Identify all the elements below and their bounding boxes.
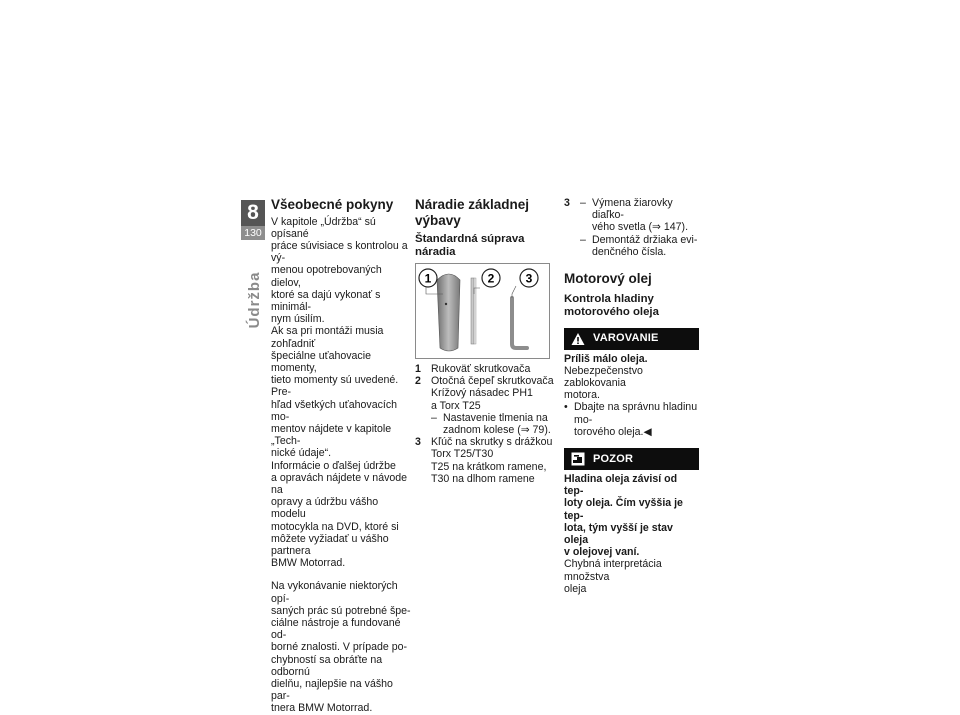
para-torque: Ak sa pri montáži musia zohľadniť špeciálne uťahovacie momenty, tieto momenty sú uvedené. Pre- hľad všetkých uťahovacích mo- mentov nájdete v kapitole „Tech- nické údaje“. xyxy=(271,325,399,460)
tool-item-3: 3 Kľúč na skrutky s drážkou Torx T25/T30 T25 na krátkom ramene, T30 na dlhom ramene xyxy=(415,436,553,485)
callout-3: 3 xyxy=(525,271,533,286)
para-special-tools: Na vykonávanie niektorých opí- saných prác sú potrebné špe- ciálne nástroje a fundované od- borné znalosti. V prípade po- chybností sa obráťte na odbornú dielňu, najlepšie na vášho par- tnera BMW Motorrad. xyxy=(271,580,411,715)
warning-title: Príliš málo oleja. xyxy=(564,352,648,365)
screwdriver-handle-shape xyxy=(437,274,460,351)
heading-toolkit: Náradie základnej výbavy xyxy=(415,197,530,228)
caution-label: POZOR xyxy=(593,452,634,465)
callout-2: 2 xyxy=(487,271,495,286)
tool-item-2: 2 Otočná čepeľ skrutkovača Krížový násadec PH1 a Torx T25 – Nastavenie tlmenia na zadnom kolese (⇒ 79). xyxy=(415,375,554,437)
chapter-title: Údržba xyxy=(246,271,263,329)
tool-item-1: 1 Rukoväť skrutkovača xyxy=(415,363,531,375)
subheading-standard-kit: Štandardná súprava náradia xyxy=(415,233,525,258)
torx-key-shape xyxy=(512,298,527,348)
hand-caution-icon xyxy=(571,452,585,466)
para-more-info: Informácie o ďalšej údržbe a opravách nájdete v návode na opravy a údržbu vášho modelu motocykla na DVD, ktoré si môžete vyžiadať u vášho partnera BMW Motorrad. xyxy=(271,459,408,570)
callout-1: 1 xyxy=(424,271,432,286)
caution-title: Hladina oleja závisí od tep- loty oleja. Čím vyššia je tep- lota, tým vyšší je stav oleja v olejovej vaní. xyxy=(564,472,683,559)
tool-item-2-usage: – Nastavenie tlmenia na zadnom kolese (⇒ 79). xyxy=(431,411,551,437)
chapter-number: 8 xyxy=(241,200,265,226)
heading-engine-oil: Motorový olej xyxy=(564,271,652,287)
warning-bar xyxy=(564,328,699,350)
page-number: 130 xyxy=(241,226,265,240)
heading-general-notes: Všeobecné pokyny xyxy=(271,197,394,212)
column-oil xyxy=(564,197,699,595)
warning-bullet: • Dbajte na správnu hladinu mo- torového oleja.◀ xyxy=(564,401,698,438)
tool-item-3-continued: 3 – Výmena žiarovky diaľko- vého svetla (⇒ 147). – Demontáž držiaka evi- denčného čísla. xyxy=(564,197,698,258)
warning-triangle-icon xyxy=(571,332,585,346)
caution-bar xyxy=(564,448,699,470)
column-general xyxy=(271,197,411,715)
caution-text: Chybná interpretácia množstva oleja xyxy=(564,558,662,595)
para-intro: V kapitole „Údržba“ sú opísané práce súvisiace s kontrolou a vý- menou opotrebovaných dielov, ktoré sa dajú vykonať s minimál- nym úsilím. xyxy=(271,215,408,326)
toolkit-figure xyxy=(415,263,550,359)
screwdriver-blade-shape xyxy=(471,278,474,344)
usage-plate-holder: – Demontáž držiaka evi- denčného čísla. xyxy=(580,233,698,258)
usage-headlight-bulb: – Výmena žiarovky diaľko- vého svetla (⇒ 147). xyxy=(580,197,689,234)
column-tools xyxy=(415,197,555,485)
warning-text: Nebezpečenstvo zablokovania motora. xyxy=(564,364,643,402)
toolkit-illustration xyxy=(416,264,549,358)
warning-label: VAROVANIE xyxy=(593,332,659,345)
subheading-oil-level: Kontrola hladiny motorového oleja xyxy=(564,292,659,318)
